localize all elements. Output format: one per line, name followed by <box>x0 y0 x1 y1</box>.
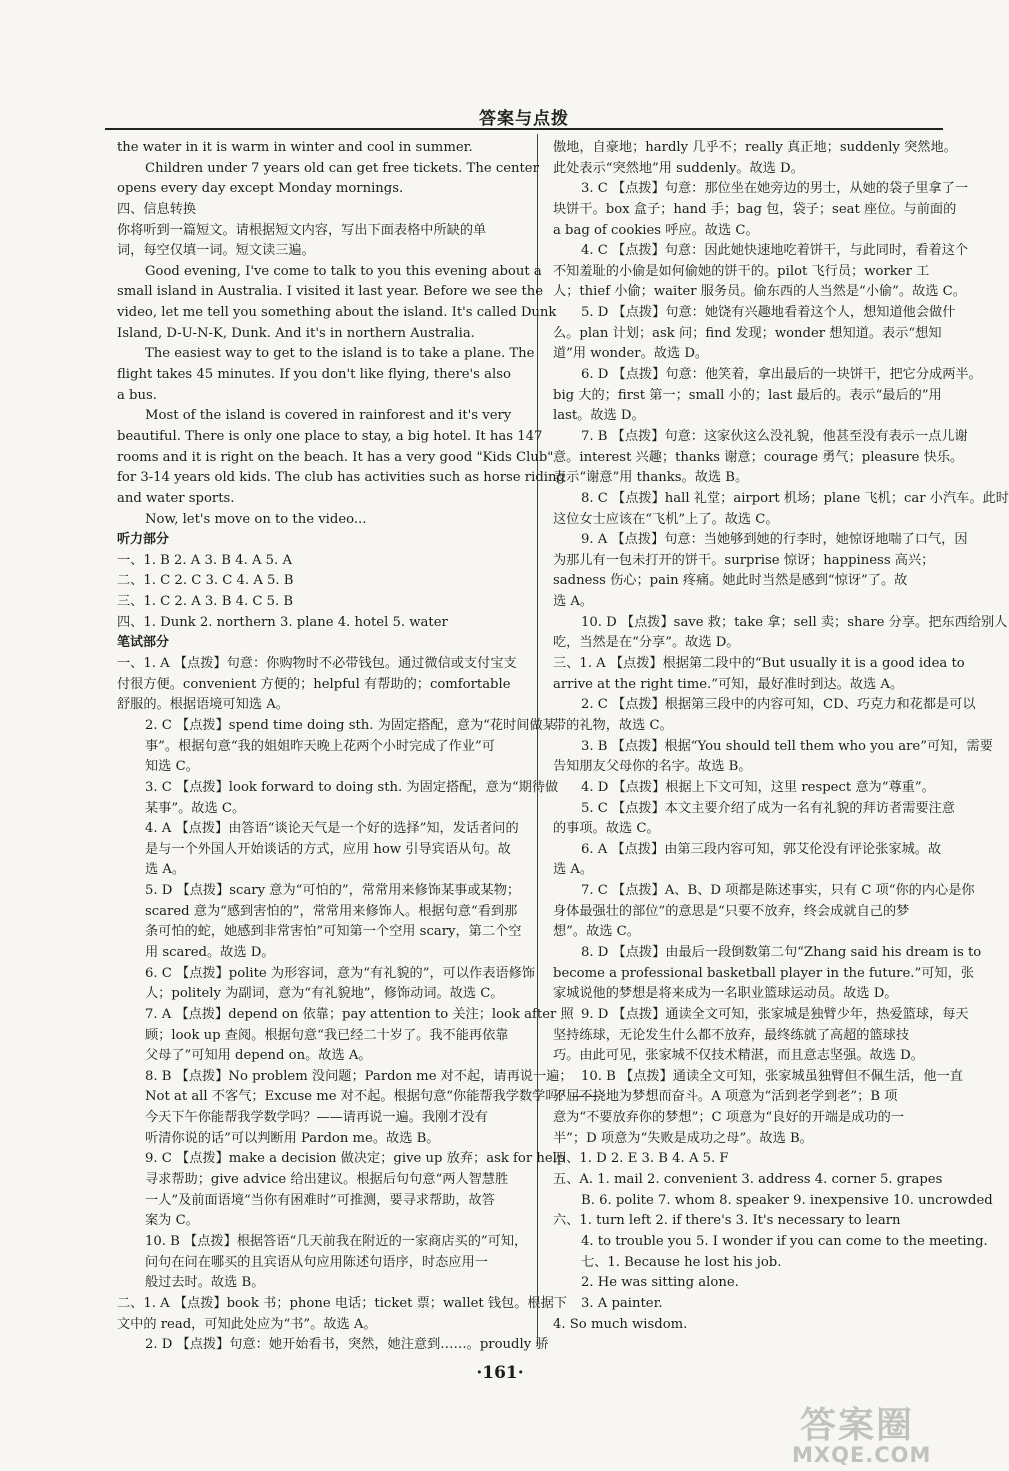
text-line: video, let me tell you something about the island. It's called Dunk <box>117 305 557 321</box>
text-line: big 大的；first 第一；small 小的；last 最后的。表示“最后的”用 <box>553 387 942 403</box>
text-line: last。故选 D。 <box>553 408 645 424</box>
text-line: for 3-14 years old kids. The club has activities such as horse riding <box>117 470 565 486</box>
text-line: 意。interest 兴趣；thanks 谢意；courage 勇气；pleasure 快乐。 <box>553 449 964 465</box>
text-line: 事”。根据句意“我的姐姐昨天晚上花两个小时完成了作业”可 <box>145 738 495 754</box>
text-line: 想”。故选 C。 <box>553 924 640 940</box>
text-line: 舒服的。根据语境可知选 A。 <box>117 697 289 713</box>
text-line: 今天下午你能帮我学数学吗？——请再说一遍。我刚才没有 <box>145 1110 488 1126</box>
text-line: 一、1. A 【点拨】句意：你购物时不必带钱包。通过微信或支付宝支 <box>117 656 517 672</box>
text-line: 听清你说的话”可以判断用 Pardon me。故选 B。 <box>145 1130 440 1146</box>
text-line: 知选 C。 <box>145 759 199 775</box>
text-line: 巧。由此可见，张家城不仅技术精湛，而且意志坚强。故选 D。 <box>553 1048 924 1064</box>
text-line: 身体最强壮的部位”的意思是“只要不放弃，终会成就自己的梦 <box>553 903 910 919</box>
text-line: 你将听到一篇短文。请根据短文内容，写出下面表格中所缺的单 <box>117 222 487 238</box>
text-line: 4. A 【点拨】由答语“谈论天气是一个好的选择”知，发话者问的 <box>145 821 519 837</box>
text-line: 意为“不要放弃你的梦想”；C 项意为“良好的开端是成功的一 <box>553 1110 905 1126</box>
right-column <box>553 138 1009 1335</box>
text-line: scared 意为“感到害怕的”，常常用来修饰人。根据句意“看到那 <box>145 903 518 919</box>
text-line: 8. D 【点拨】由最后一段倒数第二句“Zhang said his dream is to <box>581 944 982 960</box>
text-line: The easiest way to get to the island is to take a plane. The <box>145 346 535 362</box>
text-line: 不知羞耻的小偷是如何偷她的饼干的。pilot 飞行员；worker 工 <box>553 263 930 279</box>
text-line: 的事项。故选 C。 <box>553 821 660 837</box>
text-line: 笔试部分 <box>117 635 170 651</box>
text-line: 案为 C。 <box>145 1213 199 1229</box>
text-line: 带的礼物，故选 C。 <box>553 717 673 733</box>
text-line: 3. C 【点拨】句意：那位坐在她旁边的男士，从她的袋子里拿了一 <box>581 181 969 197</box>
text-line: 3. C 【点拨】look forward to doing sth. 为固定搭配，意为“期待做 <box>145 779 559 795</box>
text-line: 用 scared。故选 D。 <box>145 944 275 960</box>
text-line: 四、1. Dunk 2. northern 3. plane 4. hotel 5. water <box>117 614 448 630</box>
text-line: 5. D 【点拨】句意：她饶有兴趣地看着这个人，想知道他会做什 <box>581 305 956 321</box>
text-line: 选 A。 <box>145 862 186 878</box>
text-line: a bag of cookies 呼应。故选 C。 <box>553 222 759 238</box>
text-line: 4. C 【点拨】句意：因此她快速地吃着饼干，与此同时，看着这个 <box>581 243 969 259</box>
text-line: 9. C 【点拨】make a decision 做决定；give up 放弃；ask for help <box>145 1151 566 1167</box>
text-line: 三、1. C 2. A 3. B 4. C 5. B <box>117 594 294 610</box>
text-line: 四、信息转换 <box>117 201 197 217</box>
text-line: 2. D 【点拨】句意：她开始看书，突然，她注意到……。proudly 骄 <box>145 1337 549 1353</box>
text-line: 人；politely 为副词，意为“有礼貌地”，修饰动词。故选 C。 <box>145 986 504 1002</box>
text-line: Now, let's move on to the video... <box>145 511 367 527</box>
text-line: 3. A painter. <box>581 1295 663 1311</box>
text-line: 8. C 【点拨】hall 礼堂；airport 机场；plane 飞机；car 小汽车。此时 <box>581 490 1009 506</box>
text-line: small island in Australia. I visited it last year. Before we see the <box>117 284 544 300</box>
text-line: 人；thief 小偷；waiter 服务员。偷东西的人当然是“小偷”。故选 C。 <box>553 284 966 300</box>
text-line: 词，每空仅填一词。短文读三遍。 <box>117 243 315 259</box>
text-line: opens every day except Monday mornings. <box>117 181 404 197</box>
text-line: arrive at the right time.”可知，最好准时到达。故选 A。 <box>553 676 904 692</box>
text-line: Island, D-U-N-K, Dunk. And it's in northern Australia. <box>117 325 475 341</box>
text-line: 4. D 【点拨】根据上下文可知，这里 respect 意为“尊重”。 <box>581 779 935 795</box>
text-line: 3. B 【点拨】根据“You should tell them who you are”可知，需要 <box>581 738 993 754</box>
text-line: a bus. <box>117 387 157 403</box>
text-line: 此处表示“突然地”用 suddenly。故选 D。 <box>553 160 804 176</box>
text-line: 四、1. D 2. E 3. B 4. A 5. F <box>553 1151 729 1167</box>
text-line: 般过去时。故选 B。 <box>145 1275 265 1291</box>
text-line: 是与一个外国人开始谈话的方式，应用 how 引导宾语从句。故 <box>145 841 511 857</box>
text-line: 寻求帮助；give advice 给出建议。根据后句句意“两人智慧胜 <box>145 1172 509 1188</box>
text-line: 半”；D 项意为“失败是成功之母”。故选 B。 <box>553 1130 813 1146</box>
text-line: beautiful. There is only one place to stay, a big hotel. It has 147 <box>117 428 543 444</box>
text-line: 块饼干。box 盒子；hand 手；bag 包，袋子；seat 座位。与前面的 <box>553 201 957 217</box>
text-line: 顾；look up 查阅。根据句意“我已经二十岁了。我不能再依靠 <box>145 1027 509 1043</box>
page-header <box>105 96 943 130</box>
text-line: 7. C 【点拨】A、B、D 项都是陈述事实，只有 C 项“你的内心是你 <box>581 883 975 899</box>
text-line: 某事”。故选 C。 <box>145 800 246 816</box>
text-line: 一人”及前面语境“当你有困难时”可推测，要寻求帮助，故答 <box>145 1192 495 1208</box>
text-line: 5. C 【点拨】本文主要介绍了成为一名有礼貌的拜访者需要注意 <box>581 800 955 816</box>
text-line: 听力部分 <box>117 532 170 548</box>
text-line: 条可怕的蛇，她感到非常害怕”可知第一个空用 scary，第二个空 <box>145 924 522 940</box>
header-title: 答案与点拨 <box>479 109 569 129</box>
text-line: 么。plan 计划；ask 问；find 发现；wonder 想知道。表示“想知 <box>553 325 942 341</box>
text-line: 三、1. A 【点拨】根据第二段中的“But usually it is a good idea to <box>553 656 965 672</box>
text-line: 不屈不挠地为梦想而奋斗。A 项意为“活到老学到老”；B 项 <box>553 1089 898 1105</box>
text-line: 2. C 【点拨】根据第三段中的内容可知，CD、巧克力和花都是可以 <box>581 697 976 713</box>
text-line: 7. A 【点拨】depend on 依靠；pay attention to 关注；look after 照 <box>145 1006 574 1022</box>
watermark-logo-text: 答案圈 <box>800 1405 915 1446</box>
text-line: 7. B 【点拨】句意：这家伙这么没礼貌，他甚至没有表示一点儿谢 <box>581 428 968 444</box>
text-line: Not at all 不客气；Excuse me 对不起。根据句意“你能帮我学数学吗？—— <box>145 1089 599 1105</box>
text-line: rooms and it is right on the beach. It has a very good "Kids Club" <box>117 449 554 465</box>
text-line: 七、1. Because he lost his job. <box>581 1254 782 1270</box>
text-line: Good evening, I've come to talk to you this evening about a <box>145 263 542 279</box>
text-line: 9. A 【点拨】句意：当她够到她的行李时，她惊讶地喘了口气，因 <box>581 532 968 548</box>
text-line: 吃，当然是在“分享”。故选 D。 <box>553 635 740 651</box>
text-line: 问句在问在哪买的且宾语从句应用陈述句语序，时态应用一 <box>145 1254 488 1270</box>
text-line: 2. C 【点拨】spend time doing sth. 为固定搭配，意为“花时间做某 <box>145 717 556 733</box>
text-line: 这位女士应该在“飞机”上了。故选 C。 <box>553 511 779 527</box>
text-line: become a professional basketball player in the future.”可知，张 <box>553 965 974 981</box>
text-line: 6. D 【点拨】句意：他笑着，拿出最后的一块饼干，把它分成两半。 <box>581 367 982 383</box>
text-line: 4. So much wisdom. <box>553 1316 688 1332</box>
text-line: 选 A。 <box>553 594 594 610</box>
text-line: 8. B 【点拨】No problem 没问题；Pardon me 对不起，请再说一遍； <box>145 1068 573 1084</box>
text-line: 二、1. C 2. C 3. C 4. A 5. B <box>117 573 294 589</box>
text-line: 表示“谢意”用 thanks。故选 B。 <box>553 470 749 486</box>
text-line: 10. D 【点拨】save 救；take 拿；sell 卖；share 分享。把东西给别人 <box>581 614 1008 630</box>
text-line: 10. B 【点拨】通读全文可知，张家城虽独臂但不佩生活，他一直 <box>581 1068 963 1084</box>
text-line: 父母了”可知用 depend on。故选 A。 <box>145 1048 372 1064</box>
watermark-logo <box>792 1397 992 1469</box>
text-line: 傲地，自豪地；hardly 几乎不；really 真正地；suddenly 突然地。 <box>553 140 957 155</box>
text-line: the water in it is warm in winter and cool in summer. <box>117 140 473 155</box>
text-line: and water sports. <box>117 490 235 506</box>
text-line: 坚持练球，无论发生什么都不放弃，最终练就了高超的篮球技 <box>553 1027 910 1043</box>
text-line: 5. D 【点拨】scary 意为“可怕的”，常常用来修饰某事或某物； <box>145 883 521 899</box>
text-line: 一、1. B 2. A 3. B 4. A 5. A <box>117 552 292 568</box>
text-line: 选 A。 <box>553 862 594 878</box>
text-line: 道”用 wonder。故选 D。 <box>553 346 709 362</box>
text-line: 二、1. A 【点拨】book 书；phone 电话；ticket 票；wallet 钱包。根据下 <box>117 1295 567 1311</box>
text-line: 文中的 read，可知此处应为“书”。故选 A。 <box>117 1316 377 1332</box>
text-line: 付很方便。convenient 方便的；helpful 有帮助的；comfortable <box>117 676 511 692</box>
text-line: 家城说他的梦想是将来成为一名职业篮球运动员。故选 D。 <box>553 986 898 1002</box>
text-line: 10. B 【点拨】根据答语“几天前我在附近的一家商店买的”可知， <box>145 1233 528 1249</box>
text-line: 4. to trouble you 5. I wonder if you can come to the meeting. <box>581 1233 988 1249</box>
text-line: 六、1. turn left 2. if there's 3. It's necessary to learn <box>553 1213 901 1229</box>
text-line: 9. D 【点拨】通读全文可知，张家城是独臂少年，热爱篮球，每天 <box>581 1006 969 1022</box>
text-line: B. 6. polite 7. whom 8. speaker 9. inexpensive 10. uncrowded <box>581 1192 993 1208</box>
watermark-url: MXQE.COM <box>792 1443 932 1467</box>
text-line: flight takes 45 minutes. If you don't like flying, there's also <box>117 367 511 383</box>
text-line: 五、A. 1. mail 2. convenient 3. address 4. corner 5. grapes <box>553 1172 943 1188</box>
text-line: 2. He was sitting alone. <box>581 1275 739 1291</box>
page-number: ·161· <box>476 1363 524 1383</box>
text-line: Children under 7 years old can get free tickets. The center <box>145 160 539 176</box>
text-line: 6. A 【点拨】由第三段内容可知，郭艾伦没有评论张家城。故 <box>581 841 942 857</box>
text-line: sadness 伤心；pain 疼痛。她此时当然是感到“惊讶”了。故 <box>553 573 908 589</box>
text-line: 告知朋友父母你的名字。故选 B。 <box>553 759 752 775</box>
text-line: 为那儿有一包未打开的饼干。surprise 惊讶；happiness 高兴； <box>553 552 935 568</box>
text-line: 6. C 【点拨】polite 为形容词，意为“有礼貌的”，可以作表语修饰 <box>145 965 535 981</box>
text-line: Most of the island is covered in rainforest and it's very <box>145 408 512 424</box>
